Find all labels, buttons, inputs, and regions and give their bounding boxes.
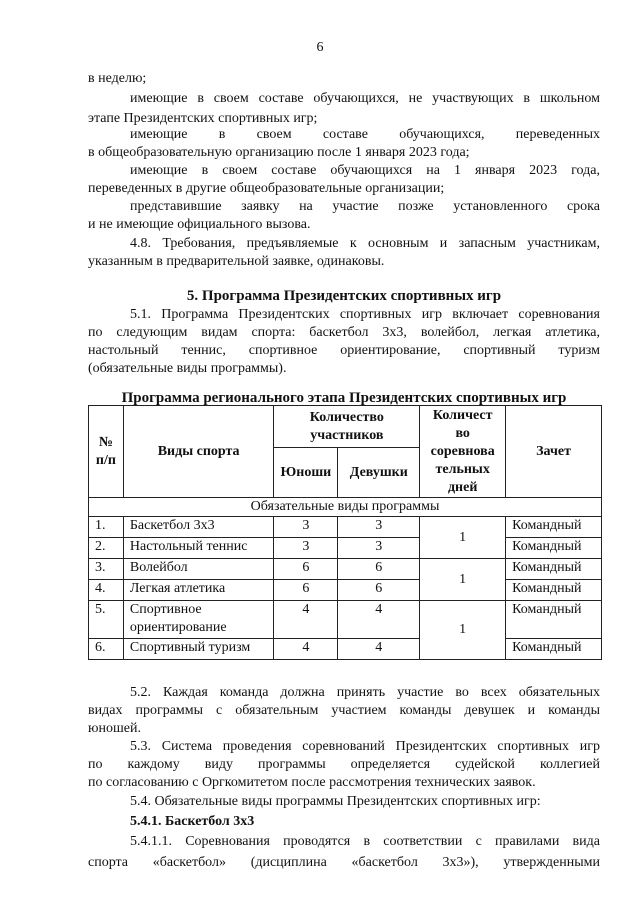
- text-line: переведенных в другие общеобразовательные организации;: [88, 181, 445, 196]
- cell-sport-line: Спортивное: [129, 602, 202, 617]
- cell-sport: Легкая атлетика: [123, 580, 274, 601]
- cell-sport: Спортивный туризм: [123, 639, 274, 660]
- header-days-line: дней: [447, 479, 478, 495]
- table-row: [89, 580, 602, 601]
- cell-girls: 4: [338, 601, 420, 639]
- text-line: 5.4.1.1. Соревнования проводятся в соответствии с правилами вида: [130, 834, 600, 849]
- cell-days: 1: [420, 559, 506, 601]
- text-line: в общеобразовательную организацию после 1 января 2023 года;: [88, 145, 470, 160]
- cell-boys: 6: [274, 559, 338, 580]
- text-line: 5.2. Каждая команда должна принять участие во всех обязательных: [130, 685, 600, 700]
- header-days-line: тельных: [435, 461, 490, 477]
- cell-num: 5.: [89, 601, 124, 639]
- text-line: указанным в предварительной заявке, одинаковы.: [88, 254, 385, 269]
- text-line: настольный теннис, спортивное ориентирование, спортивный туризм: [88, 343, 600, 358]
- cell-days: 1: [420, 601, 506, 660]
- table-title: Программа регионального этапа Президентских спортивных игр: [121, 390, 567, 406]
- subsection-title: 5.4.1. Баскетбол 3х3: [130, 814, 255, 829]
- cell-num: 2.: [89, 538, 124, 559]
- text-line: по согласованию с Оргкомитетом после рассмотрения технических заявок.: [88, 775, 536, 790]
- page-number: 6: [316, 40, 324, 55]
- text-line: и не имеющие официального вызова.: [88, 217, 311, 232]
- cell-scoring: Командный: [506, 580, 602, 601]
- cell-boys: 6: [274, 580, 338, 601]
- cell-boys: 4: [274, 639, 338, 660]
- cell-scoring: Командный: [506, 517, 602, 538]
- cell-scoring: Командный: [506, 639, 602, 660]
- cell-num: 1.: [89, 517, 124, 538]
- cell-boys: 3: [274, 538, 338, 559]
- text-line: спорта «баскетбол» (дисциплина «баскетбол 3х3»), утвержденными: [88, 855, 600, 870]
- table-row: [89, 639, 602, 660]
- cell-scoring: Командный: [506, 538, 602, 559]
- text-line: по каждому виду программы определяется судейской коллегией: [88, 757, 600, 772]
- header-num: [89, 406, 124, 498]
- text-line: имеющие в своем составе обучающихся на 1 января 2023 года,: [130, 163, 600, 178]
- text-line: видах программы с обязательным участием команды девушек и команды: [88, 703, 600, 718]
- cell-girls: 6: [338, 580, 420, 601]
- text-line: имеющие в своем составе обучающихся, не участвующих в школьном: [130, 91, 600, 106]
- table-row: [89, 601, 602, 639]
- cell-girls: 3: [338, 517, 420, 538]
- header-scoring: Зачет: [506, 406, 602, 498]
- text-line: (обязательные виды программы).: [88, 361, 287, 376]
- cell-boys: 3: [274, 517, 338, 538]
- header-participants-line: участников: [310, 427, 384, 443]
- cell-boys: 4: [274, 601, 338, 639]
- table-row: [89, 517, 602, 538]
- table-row: [89, 559, 602, 580]
- cell-girls: 3: [338, 538, 420, 559]
- text-line: юношей.: [88, 721, 141, 736]
- text-line: 5.3. Система проведения соревнований Президентских спортивных игр: [130, 739, 600, 754]
- header-days-line: во: [455, 425, 470, 441]
- header-days: [420, 406, 506, 498]
- cell-sport: Баскетбол 3х3: [123, 517, 274, 538]
- text-line: 5.1. Программа Президентских спортивных игр включает соревнования: [130, 307, 600, 322]
- header-sport: Виды спорта: [123, 406, 274, 498]
- table-row: [89, 538, 602, 559]
- header-participants: [274, 406, 420, 448]
- cell-num: 6.: [89, 639, 124, 660]
- section-label: Обязательные виды программы: [89, 498, 602, 517]
- text-line: этапе Президентских спортивных игр;: [88, 111, 318, 126]
- text-line: по следующим видам спорта: баскетбол 3х3, волейбол, легкая атлетика,: [88, 325, 600, 340]
- header-num-line: №: [98, 434, 113, 450]
- cell-num: 3.: [89, 559, 124, 580]
- text-line: 4.8. Требования, предъявляемые к основным и запасным участникам,: [130, 236, 600, 251]
- section-title: 5. Программа Президентских спортивных игр: [186, 288, 502, 304]
- cell-sport: Настольный теннис: [123, 538, 274, 559]
- cell-sport: Волейбол: [123, 559, 274, 580]
- cell-girls: 6: [338, 559, 420, 580]
- cell-days: 1: [420, 517, 506, 559]
- header-num-line: п/п: [95, 452, 116, 468]
- cell-girls: 4: [338, 639, 420, 660]
- text-line: 5.4. Обязательные виды программы Президентских спортивных игр:: [130, 794, 541, 809]
- text-line: представившие заявку на участие позже установленного срока: [130, 199, 600, 214]
- cell-scoring: Командный: [506, 559, 602, 580]
- header-participants-line: Количество: [309, 409, 384, 425]
- header-boys: Юноши: [274, 448, 338, 498]
- cell-sport-line: ориентирование: [129, 620, 227, 635]
- cell-sport: [123, 601, 274, 639]
- cell-num: 4.: [89, 580, 124, 601]
- header-girls: Девушки: [338, 448, 420, 498]
- text-line: имеющие в своем составе обучающихся, переведенных: [130, 127, 600, 142]
- program-table: [88, 405, 602, 660]
- header-days-line: Количест: [432, 407, 493, 423]
- text-line: в неделю;: [88, 71, 147, 86]
- header-days-line: соревнова: [430, 443, 495, 459]
- cell-scoring: Командный: [506, 601, 602, 639]
